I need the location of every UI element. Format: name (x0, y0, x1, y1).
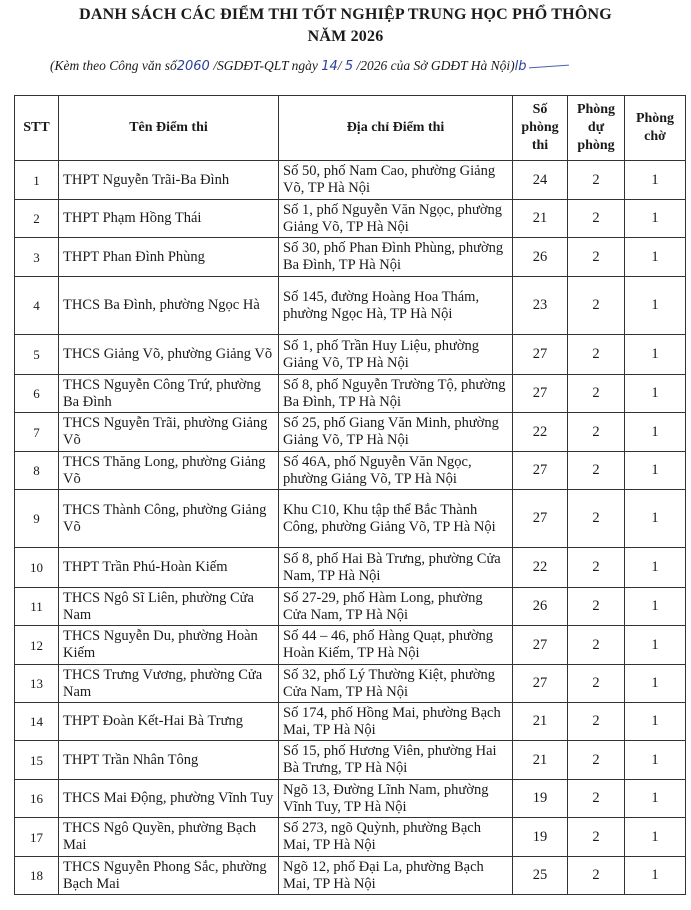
cell-address: Số 8, phố Nguyễn Trường Tộ, phường Ba Đình, TP Hà Nội (279, 375, 513, 413)
cell-exam-rooms: 27 (513, 665, 568, 703)
cell-address: Số 27-29, phố Hàm Long, phường Cửa Nam, TP Hà Nội (279, 588, 513, 626)
cell-waiting-rooms: 1 (625, 200, 686, 238)
subtitle-separator: / (337, 58, 342, 73)
handwritten-doc-number: 2060 (176, 59, 210, 74)
cell-backup-rooms: 2 (568, 780, 625, 818)
document-title-year: NĂM 2026 (307, 28, 384, 45)
cell-backup-rooms: 2 (568, 588, 625, 626)
cell-exam-rooms: 25 (513, 857, 568, 895)
cell-stt: 1 (15, 161, 59, 200)
cell-backup-rooms: 2 (568, 200, 625, 238)
handwritten-month: 5 (344, 59, 354, 74)
cell-waiting-rooms: 1 (625, 703, 686, 741)
cell-waiting-rooms: 1 (625, 818, 686, 857)
handwritten-scribble (528, 65, 568, 70)
cell-site-name: THCS Nguyễn Công Trứ, phường Ba Đình (59, 375, 279, 413)
cell-exam-rooms: 21 (513, 200, 568, 238)
cell-stt: 7 (15, 413, 59, 452)
cell-waiting-rooms: 1 (625, 452, 686, 490)
cell-exam-rooms: 27 (513, 626, 568, 665)
cell-address: Số 15, phố Hương Viên, phường Hai Bà Trưng, TP Hà Nội (279, 741, 513, 780)
cell-address: Số 145, đường Hoàng Hoa Thám, phường Ngọc Hà, TP Hà Nội (279, 277, 513, 335)
table-row (15, 741, 686, 780)
cell-waiting-rooms: 1 (625, 741, 686, 780)
table-row (15, 588, 686, 626)
cell-exam-rooms: 21 (513, 741, 568, 780)
handwritten-mark: lb (514, 59, 527, 74)
table-row (15, 626, 686, 665)
cell-waiting-rooms: 1 (625, 277, 686, 335)
cell-exam-rooms: 26 (513, 238, 568, 277)
table-row (15, 857, 686, 895)
cell-backup-rooms: 2 (568, 626, 625, 665)
cell-site-name: THCS Thăng Long, phường Giảng Võ (59, 452, 279, 490)
header-exam-rooms: Số phòng thi (513, 96, 568, 161)
cell-exam-rooms: 22 (513, 548, 568, 588)
cell-backup-rooms: 2 (568, 741, 625, 780)
cell-exam-rooms: 21 (513, 703, 568, 741)
cell-exam-rooms: 27 (513, 335, 568, 375)
table-row (15, 335, 686, 375)
cell-address: Số 30, phố Phan Đình Phùng, phường Ba Đình, TP Hà Nội (279, 238, 513, 277)
document-subtitle (50, 56, 691, 77)
table-header-row (15, 96, 686, 161)
cell-exam-rooms: 26 (513, 588, 568, 626)
exam-sites-table (14, 95, 686, 895)
handwritten-day: 14 (321, 59, 338, 74)
cell-backup-rooms: 2 (568, 665, 625, 703)
table-row (15, 780, 686, 818)
cell-stt: 15 (15, 741, 59, 780)
subtitle-suffix: /2026 của Sở GDĐT Hà Nội) (356, 58, 515, 73)
subtitle-mid: /SGDĐT-QLT ngày (213, 58, 318, 73)
cell-site-name: THPT Phan Đình Phùng (59, 238, 279, 277)
table-row (15, 818, 686, 857)
table-row (15, 413, 686, 452)
cell-site-name: THCS Nguyễn Trãi, phường Giảng Võ (59, 413, 279, 452)
table-row (15, 665, 686, 703)
cell-site-name: THPT Trần Phú-Hoàn Kiếm (59, 548, 279, 588)
cell-stt: 8 (15, 452, 59, 490)
table-row (15, 238, 686, 277)
table-row (15, 490, 686, 548)
cell-site-name: THCS Ba Đình, phường Ngọc Hà (59, 277, 279, 335)
cell-address: Số 8, phố Hai Bà Trưng, phường Cửa Nam, TP Hà Nội (279, 548, 513, 588)
header-site-name: Tên Điểm thi (59, 96, 279, 161)
cell-waiting-rooms: 1 (625, 335, 686, 375)
cell-stt: 6 (15, 375, 59, 413)
cell-exam-rooms: 24 (513, 161, 568, 200)
cell-waiting-rooms: 1 (625, 490, 686, 548)
cell-site-name: THCS Giảng Võ, phường Giảng Võ (59, 335, 279, 375)
table-row (15, 161, 686, 200)
cell-waiting-rooms: 1 (625, 626, 686, 665)
cell-exam-rooms: 19 (513, 780, 568, 818)
cell-exam-rooms: 27 (513, 375, 568, 413)
cell-stt: 4 (15, 277, 59, 335)
cell-stt: 10 (15, 548, 59, 588)
cell-backup-rooms: 2 (568, 703, 625, 741)
cell-stt: 18 (15, 857, 59, 895)
cell-backup-rooms: 2 (568, 238, 625, 277)
cell-exam-rooms: 27 (513, 490, 568, 548)
subtitle-prefix: (Kèm theo Công văn số (50, 58, 177, 73)
cell-backup-rooms: 2 (568, 335, 625, 375)
cell-backup-rooms: 2 (568, 161, 625, 200)
cell-waiting-rooms: 1 (625, 161, 686, 200)
header-stt: STT (15, 96, 59, 161)
cell-address: Số 174, phố Hồng Mai, phường Bạch Mai, TP Hà Nội (279, 703, 513, 741)
cell-backup-rooms: 2 (568, 818, 625, 857)
cell-site-name: THPT Nguyễn Trãi-Ba Đình (59, 161, 279, 200)
header-waiting-rooms: Phòng chờ (625, 96, 686, 161)
cell-address: Số 1, phố Nguyễn Văn Ngọc, phường Giảng Võ, TP Hà Nội (279, 200, 513, 238)
cell-stt: 14 (15, 703, 59, 741)
cell-waiting-rooms: 1 (625, 665, 686, 703)
cell-backup-rooms: 2 (568, 857, 625, 895)
cell-backup-rooms: 2 (568, 375, 625, 413)
cell-address: Số 273, ngõ Quỳnh, phường Bạch Mai, TP Hà Nội (279, 818, 513, 857)
cell-backup-rooms: 2 (568, 413, 625, 452)
cell-stt: 16 (15, 780, 59, 818)
document-title: DANH SÁCH CÁC ĐIỂM THI TỐT NGHIỆP TRUNG HỌC PHỔ THÔNG (79, 6, 612, 23)
cell-site-name: THCS Nguyễn Du, phường Hoàn Kiếm (59, 626, 279, 665)
cell-waiting-rooms: 1 (625, 413, 686, 452)
cell-site-name: THCS Mai Động, phường Vĩnh Tuy (59, 780, 279, 818)
cell-address: Số 44 – 46, phố Hàng Quạt, phường Hoàn Kiếm, TP Hà Nội (279, 626, 513, 665)
cell-site-name: THCS Ngô Sĩ Liên, phường Cửa Nam (59, 588, 279, 626)
cell-backup-rooms: 2 (568, 490, 625, 548)
cell-waiting-rooms: 1 (625, 375, 686, 413)
table-row (15, 703, 686, 741)
cell-stt: 9 (15, 490, 59, 548)
table-row (15, 375, 686, 413)
cell-backup-rooms: 2 (568, 548, 625, 588)
cell-address: Ngõ 13, Đường Lĩnh Nam, phường Vĩnh Tuy, TP Hà Nội (279, 780, 513, 818)
cell-exam-rooms: 27 (513, 452, 568, 490)
cell-exam-rooms: 23 (513, 277, 568, 335)
cell-site-name: THCS Thành Công, phường Giảng Võ (59, 490, 279, 548)
table-row (15, 277, 686, 335)
cell-address: Số 32, phố Lý Thường Kiệt, phường Cửa Nam, TP Hà Nội (279, 665, 513, 703)
cell-stt: 5 (15, 335, 59, 375)
cell-site-name: THCS Nguyễn Phong Sắc, phường Bạch Mai (59, 857, 279, 895)
table-row (15, 548, 686, 588)
cell-stt: 3 (15, 238, 59, 277)
cell-exam-rooms: 19 (513, 818, 568, 857)
cell-site-name: THCS Trưng Vương, phường Cửa Nam (59, 665, 279, 703)
cell-site-name: THPT Phạm Hồng Thái (59, 200, 279, 238)
cell-stt: 11 (15, 588, 59, 626)
cell-waiting-rooms: 1 (625, 238, 686, 277)
cell-address: Số 1, phố Trần Huy Liệu, phường Giảng Võ, TP Hà Nội (279, 335, 513, 375)
cell-address: Số 46A, phố Nguyễn Văn Ngọc, phường Giảng Võ, TP Hà Nội (279, 452, 513, 490)
table-row (15, 200, 686, 238)
table-row (15, 452, 686, 490)
cell-exam-rooms: 22 (513, 413, 568, 452)
header-backup-rooms: Phòng dự phòng (568, 96, 625, 161)
cell-waiting-rooms: 1 (625, 588, 686, 626)
cell-address: Ngõ 12, phố Đại La, phường Bạch Mai, TP Hà Nội (279, 857, 513, 895)
cell-stt: 12 (15, 626, 59, 665)
cell-backup-rooms: 2 (568, 277, 625, 335)
header-address: Địa chỉ Điểm thi (279, 96, 513, 161)
cell-stt: 2 (15, 200, 59, 238)
cell-backup-rooms: 2 (568, 452, 625, 490)
cell-address: Khu C10, Khu tập thể Bắc Thành Công, phường Giảng Võ, TP Hà Nội (279, 490, 513, 548)
cell-site-name: THPT Đoàn Kết-Hai Bà Trưng (59, 703, 279, 741)
cell-stt: 13 (15, 665, 59, 703)
cell-waiting-rooms: 1 (625, 857, 686, 895)
cell-waiting-rooms: 1 (625, 548, 686, 588)
cell-address: Số 25, phố Giang Văn Minh, phường Giảng Võ, TP Hà Nội (279, 413, 513, 452)
cell-site-name: THCS Ngô Quyền, phường Bạch Mai (59, 818, 279, 857)
cell-site-name: THPT Trần Nhân Tông (59, 741, 279, 780)
cell-stt: 17 (15, 818, 59, 857)
cell-waiting-rooms: 1 (625, 780, 686, 818)
cell-address: Số 50, phố Nam Cao, phường Giảng Võ, TP Hà Nội (279, 161, 513, 200)
